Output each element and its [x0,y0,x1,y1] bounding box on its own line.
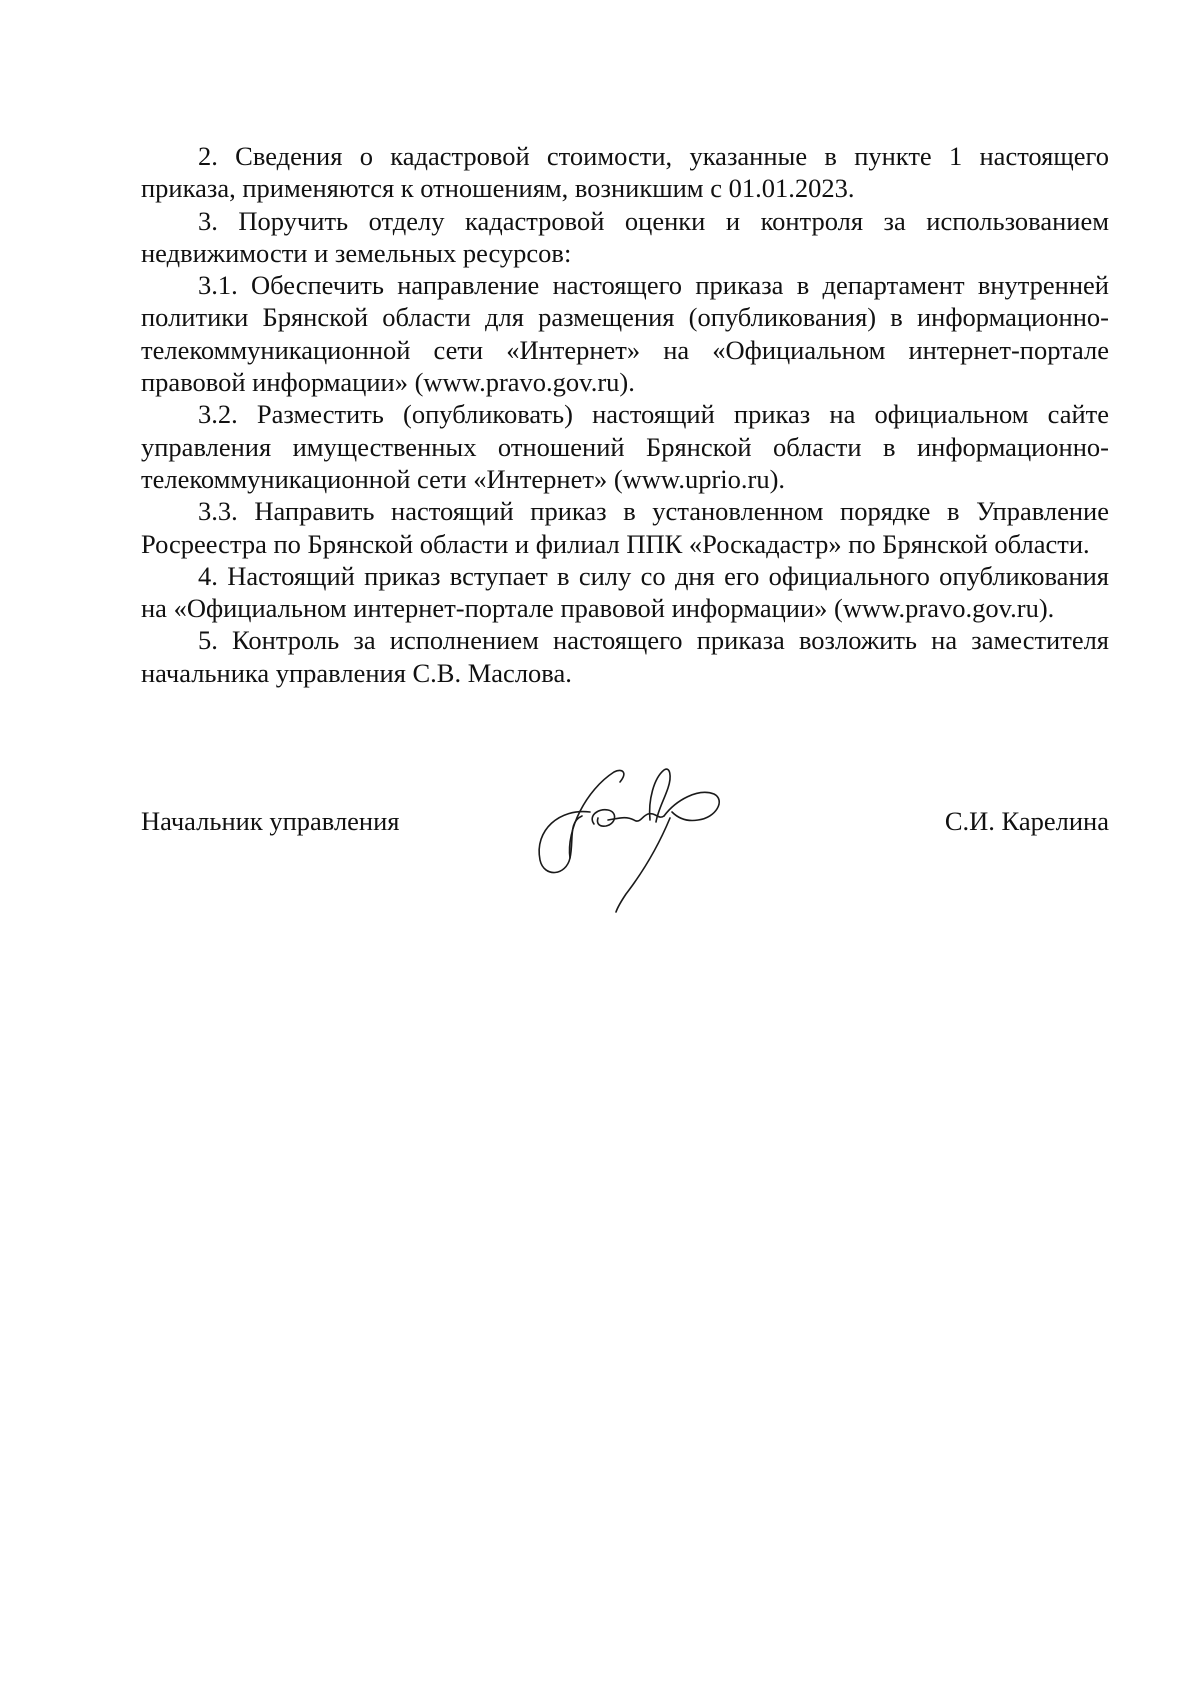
paragraph-3-1-publication: 3.1. Обеспечить направление настоящего приказа в департамент внутренней политики Брянской области для размещения (опубликования) в информационно-телекоммуникационной сети «Интернет» на «Официальном интернет-портале правовой информации» (www.pravo.gov.ru). [141,270,1109,398]
handwritten-signature [530,760,735,920]
paragraph-3-3-rosreestr: 3.3. Направить настоящий приказ в установленном порядке в Управление Росреестра по Брянской области и филиал ППК «Роскадастр» по Брянской области. [141,496,1109,559]
paragraph-3-instruction: 3. Поручить отделу кадастровой оценки и контроля за использованием недвижимости и земельных ресурсов: [141,205,1109,268]
paragraph-2-cadastral-value: 2. Сведения о кадастровой стоимости, указанные в пункте 1 настоящего приказа, применяются к отношениям, возникшим с 01.01.2023. [141,141,1109,204]
document-body [141,140,1109,689]
signatory-name: С.И. Карелина [944,806,1109,836]
signatory-position: Начальник управления [141,806,400,836]
paragraph-3-2-website: 3.2. Разместить (опубликовать) настоящий приказ на официальном сайте управления имущественных отношений Брянской области в информационно-телекоммуникационной сети «Интернет» (www.uprio.ru). [141,399,1109,494]
paragraph-4-effective-date: 4. Настоящий приказ вступает в силу со дня его официального опубликования на «Официальном интернет-портале правовой информации» (www.pravo.gov.ru). [141,560,1109,624]
paragraph-5-control: 5. Контроль за исполнением настоящего приказа возложить на заместителя начальника управления С.В. Маслова. [141,625,1109,688]
